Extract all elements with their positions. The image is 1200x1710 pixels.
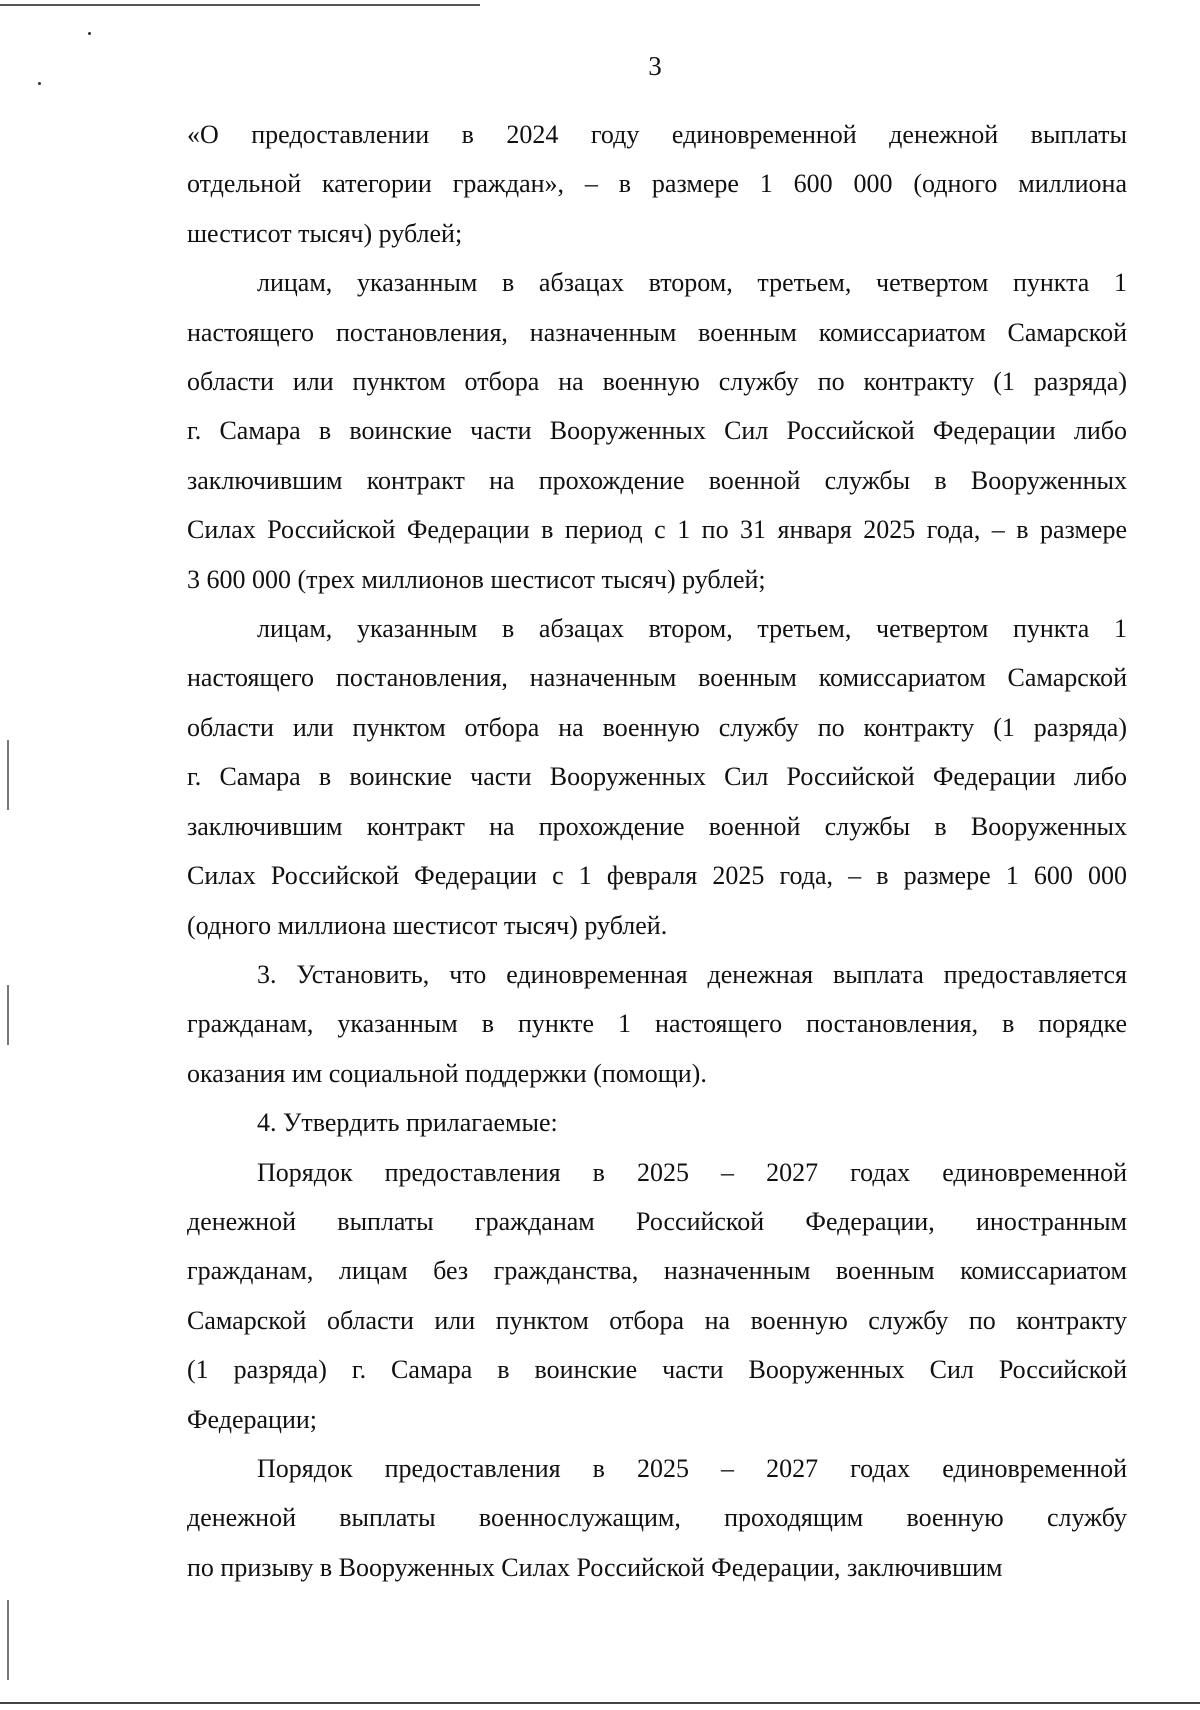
paragraph [187, 1444, 1127, 1592]
text-line: денежной выплаты военнослужащим, проходящим военную службу [187, 1503, 1127, 1533]
paragraph [187, 258, 1127, 604]
text-line: денежной выплаты гражданам Российской Федерации, иностранным [187, 1206, 1127, 1236]
scan-edge-mark [7, 740, 9, 810]
text-line: лицам, указанным в абзацах втором, третьем, четвертом пункта 1 [257, 614, 1127, 644]
page-number: 3 [648, 51, 662, 81]
paragraph [187, 950, 1127, 1098]
text-line: лицам, указанным в абзацах втором, третьем, четвертом пункта 1 [257, 268, 1127, 298]
text-line: «О предоставлении в 2024 году единовременной денежной выплаты [187, 120, 1127, 149]
text-line: настоящего постановления, назначенным военным комиссариатом Самарской [187, 317, 1127, 347]
text-line: области или пунктом отбора на военную службу по контракту (1 разряда) [187, 712, 1127, 742]
document-body [187, 110, 1127, 1592]
text-line: области или пунктом отбора на военную службу по контракту (1 разряда) [187, 367, 1127, 397]
text-line: по призыву в Вооруженных Силах Российской Федерации, заключившим [187, 1552, 1003, 1582]
text-line: 4. Утвердить прилагаемые: [257, 1108, 558, 1138]
text-line: настоящего постановления, назначенным военным комиссариатом Самарской [187, 663, 1127, 693]
scan-edge-mark [7, 1600, 9, 1680]
text-line: Самарской области или пунктом отбора на военную службу по контракту [187, 1305, 1127, 1335]
text-line: заключившим контракт на прохождение военной службы в Вооруженных [187, 465, 1127, 495]
text-line: 3. Установить, что единовременная денежная выплата предоставляется [257, 959, 1127, 989]
scan-edge-mark [7, 985, 9, 1045]
text-line: Федерации; [187, 1404, 318, 1434]
paragraph [187, 604, 1127, 950]
text-line: шестисот тысяч) рублей; [187, 218, 463, 248]
text-line: Силах Российской Федерации в период с 1 по 31 января 2025 года, – в размере [187, 515, 1127, 545]
paragraph [187, 110, 1127, 258]
paragraph [187, 1098, 1127, 1147]
text-line: гражданам, лицам без гражданства, назначенным военным комиссариатом [187, 1256, 1127, 1286]
scan-edge-top [0, 4, 480, 6]
scan-speck [88, 32, 91, 35]
text-line: 3 600 000 (трех миллионов шестисот тысяч) рублей; [187, 564, 766, 594]
scan-edge-bottom [0, 1702, 1200, 1704]
paragraph [187, 1148, 1127, 1444]
text-line: заключившим контракт на прохождение военной службы в Вооруженных [187, 811, 1127, 841]
text-line: гражданам, указанным в пункте 1 настоящего постановления, в порядке [187, 1009, 1127, 1039]
text-line: оказания им социальной поддержки (помощи). [187, 1058, 707, 1088]
text-line: г. Самара в воинские части Вооруженных Сил Российской Федерации либо [187, 416, 1127, 446]
text-line: отдельной категории граждан», – в размере 1 600 000 (одного миллиона [187, 169, 1127, 199]
text-line: (одного миллиона шестисот тысяч) рублей. [187, 910, 668, 940]
text-line: г. Самара в воинские части Вооруженных Сил Российской Федерации либо [187, 762, 1127, 792]
text-line: Силах Российской Федерации с 1 февраля 2025 года, – в размере 1 600 000 [187, 861, 1127, 891]
text-line: Порядок предоставления в 2025 – 2027 годах единовременной [257, 1157, 1127, 1187]
text-line: (1 разряда) г. Самара в воинские части Вооруженных Сил Российской [187, 1355, 1127, 1385]
text-line: Порядок предоставления в 2025 – 2027 годах единовременной [257, 1453, 1127, 1483]
